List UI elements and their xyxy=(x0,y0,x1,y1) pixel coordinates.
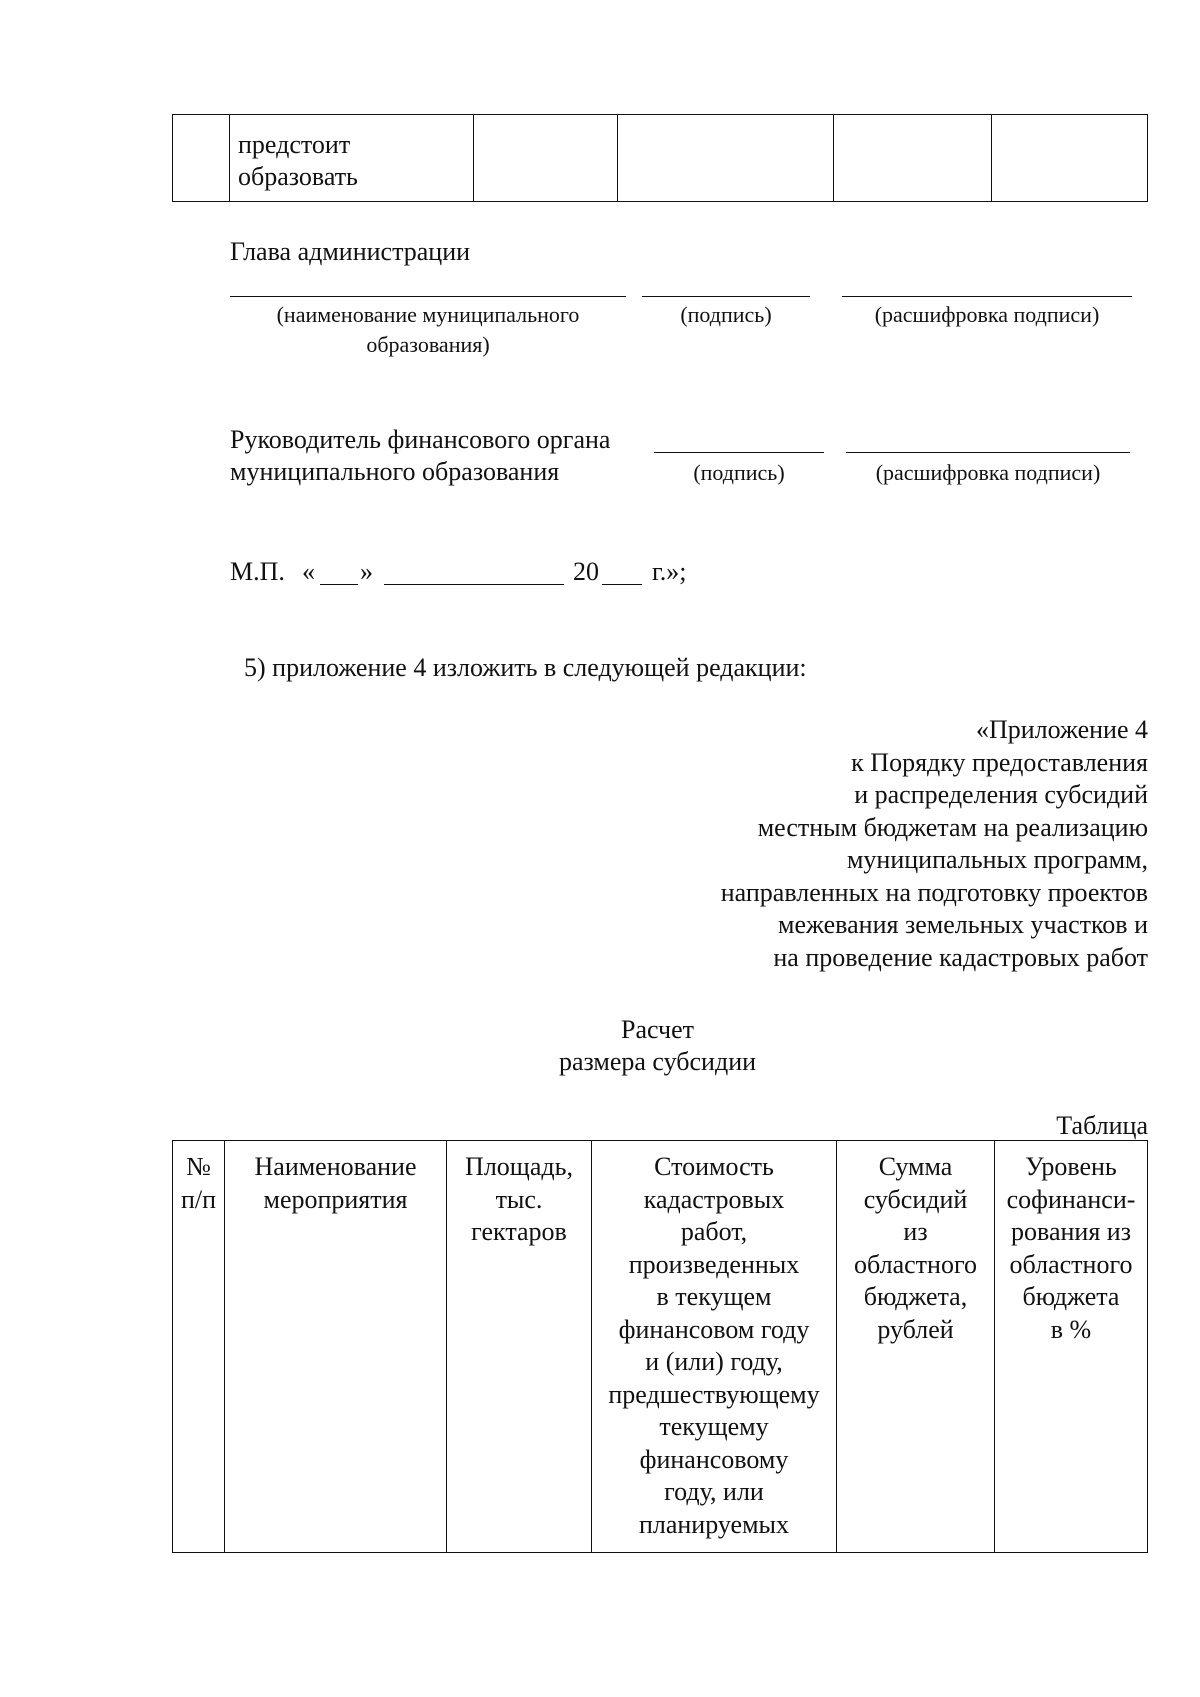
caption-signature: (подпись) xyxy=(693,460,785,485)
date-month-line xyxy=(384,584,564,585)
header-cell-subsidy-sum xyxy=(837,1141,995,1553)
table-cell xyxy=(618,115,834,202)
calc-title-line1: Расчет xyxy=(621,1015,694,1044)
header-cell-cost xyxy=(592,1141,837,1553)
subsidy-calc-table xyxy=(172,1140,1148,1553)
header-cell-number xyxy=(173,1141,225,1553)
header-text: Наименование мероприятия xyxy=(254,1152,417,1214)
header-text: Стоимость кадастровых работ, произведенных в текущем финансовом году и (или) году, предшествующему текущему финансовому году, или планируемых xyxy=(608,1152,820,1539)
signature-line-decode xyxy=(846,452,1130,453)
table-label: Таблица xyxy=(1056,1111,1148,1140)
caption-signature-decode: (расшифровка подписи) xyxy=(874,302,1100,327)
head-admin-title: Глава администрации xyxy=(230,237,471,266)
top-table-fragment xyxy=(172,114,1148,202)
header-text: Уровень софинанси- рования из областного бюджета в % xyxy=(1006,1152,1136,1344)
appendix-header: «Приложение 4 к Порядку предоставления и распределения субсидий местным бюджетам на реализацию муниципальных программ, направленных на подготовку проектов межевания земельных участков и на проведение кадастровых работ xyxy=(720,715,1148,972)
table-cell-number xyxy=(173,115,230,202)
signature-line-decode xyxy=(842,296,1132,297)
header-text: Площадь, тыс. гектаров xyxy=(465,1152,573,1246)
signature-line-sign xyxy=(654,452,824,453)
header-cell-area xyxy=(447,1141,592,1553)
instruction-text: 5) приложение 4 изложить в следующей редакции: xyxy=(244,653,807,682)
table-header-row xyxy=(173,1141,1148,1553)
header-text: № п/п xyxy=(180,1152,217,1214)
signature-line-sign xyxy=(642,296,810,297)
quote-close: » xyxy=(360,557,373,586)
caption-signature-decode: (расшифровка подписи) xyxy=(875,460,1101,485)
caption-municipality-name-2: образования) xyxy=(366,332,490,357)
caption-signature: (подпись) xyxy=(680,302,772,327)
stamp-mp: М.П. xyxy=(230,557,285,586)
header-cell-cofinancing-level xyxy=(995,1141,1148,1553)
quote-open: « xyxy=(302,557,315,586)
signature-line-name xyxy=(230,296,626,297)
finance-head-line1: Руководитель финансового органа xyxy=(230,425,611,454)
calc-title-line2: размера субсидии xyxy=(558,1047,757,1076)
caption-municipality-name: (наименование муниципального xyxy=(276,302,580,327)
date-suffix: г.»; xyxy=(652,557,687,586)
header-text: Сумма субсидий из областного бюджета, рублей xyxy=(854,1152,977,1344)
header-cell-event-name xyxy=(225,1141,447,1553)
date-day-line xyxy=(320,584,358,585)
cell-text: предстоит образовать xyxy=(238,130,358,191)
year-prefix: 20 xyxy=(573,557,599,586)
table-cell xyxy=(474,115,618,202)
date-year-line xyxy=(602,584,642,585)
table-cell xyxy=(992,115,1148,202)
table-cell xyxy=(834,115,992,202)
table-cell-name xyxy=(230,115,474,202)
table-row xyxy=(173,115,1148,202)
finance-head-line2: муниципального образования xyxy=(230,457,560,486)
